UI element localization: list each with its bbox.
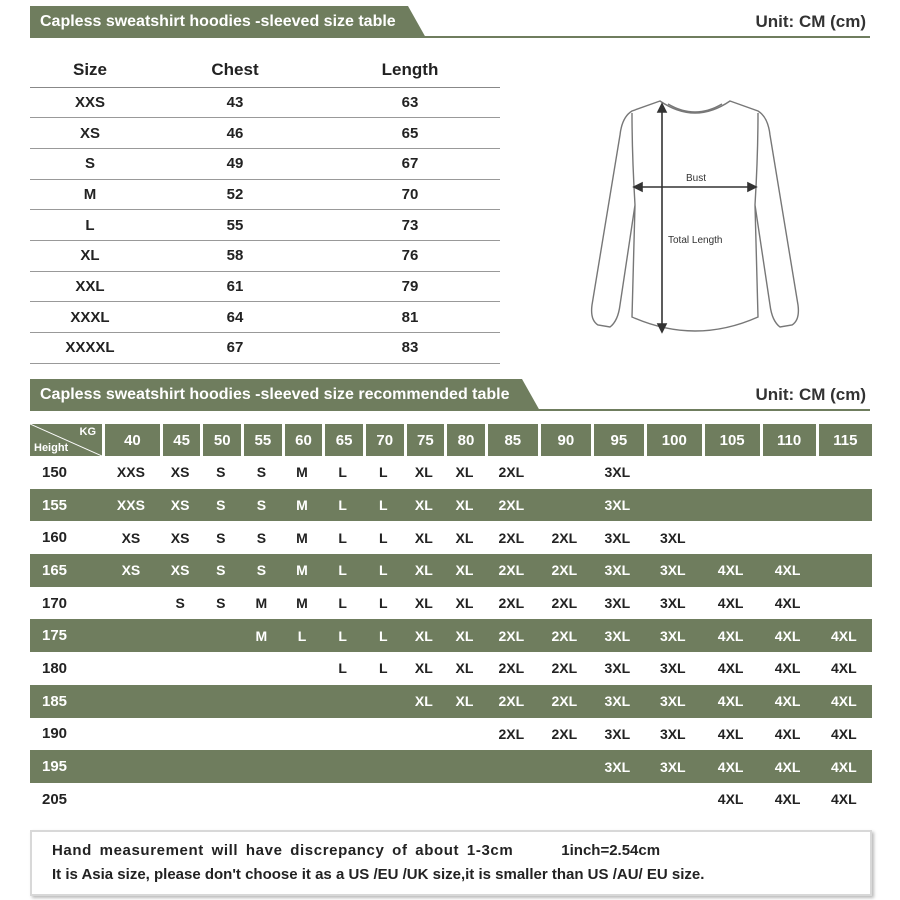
length-cell: 65 [320,118,500,149]
size-row [30,333,500,364]
recommend-table-unit: Unit: CM (cm) [755,385,866,404]
recommend-size-cell [702,521,760,554]
height-cell: 155 [30,489,102,522]
recommend-size-cell: S [200,489,241,522]
recommend-size-cell [363,718,404,751]
height-cell: 165 [30,554,102,587]
recommend-table-title: Capless sweatshirt hoodies -sleeved size recommended table [30,379,522,411]
recommend-size-cell: XL [414,660,433,677]
size-row [30,302,500,333]
recommend-size-cell: L [338,464,347,481]
recommend-size-cell: 3XL [644,750,702,783]
size-cell: XXS [30,87,150,118]
weight-header-cell: 45 [160,424,201,456]
recommend-size-cell: L [282,619,323,652]
recommend-size-cell: 3XL [591,489,644,522]
recommend-size-cell: XS [160,489,201,522]
recommend-size-cell: M [296,464,308,481]
recommend-size-cell: 4XL [774,595,801,612]
chest-cell: 52 [150,179,320,210]
recommend-size-cell [160,652,201,685]
recommend-size-cell [404,718,445,751]
recommend-size-cell: 4XL [816,750,872,783]
length-cell: 67 [320,148,500,179]
recommend-size-cell: XL [414,595,433,612]
recommend-size-cell [160,783,201,816]
height-cell: 180 [42,659,68,677]
recommend-size-cell [322,718,363,751]
recommend-size-cell: XL [404,489,445,522]
recommend-size-cell: 2XL [538,619,591,652]
recommend-size-cell: S [216,529,226,546]
recommend-size-cell: XL [455,595,474,612]
weight-header-cell: 105 [702,424,760,456]
recommend-size-cell [282,685,323,718]
recommend-size-cell: 3XL [659,595,686,612]
recommend-size-cell [404,750,445,783]
sweatshirt-outline [592,101,799,331]
recommend-size-cell [760,456,816,489]
weight-header-cell: 50 [200,424,241,456]
recommend-size-cell [644,456,702,489]
recommend-size-cell: 2XL [551,660,578,677]
size-table-header [30,6,870,38]
recommend-size-cell [282,783,323,816]
recommend-size-cell: 4XL [760,554,816,587]
recommend-size-cell: M [255,595,268,612]
recommend-size-cell: XL [414,464,433,481]
recommend-size-cell [485,750,538,783]
recommend-size-cell: 3XL [659,529,686,546]
chest-cell: 61 [150,271,320,302]
recommend-size-cell [102,587,160,620]
corner-kg-label: KG [79,426,96,438]
recommend-size-cell: 4XL [816,619,872,652]
recommend-size-cell: M [241,619,282,652]
size-cell: XXXXL [30,333,150,364]
recommend-size-cell: L [363,554,404,587]
recommend-size-cell [485,783,538,816]
recommend-size-cell: 4XL [702,685,760,718]
recommend-size-cell: XS [160,554,201,587]
recommend-size-cell: L [322,554,363,587]
recommend-size-cell [404,783,445,816]
recommend-size-cell: M [296,529,308,546]
recommend-size-cell [241,652,282,685]
note-discrepancy: Hand measurement will have discrepancy of about 1-3cm [52,842,514,859]
recommend-size-cell [200,652,241,685]
recommend-size-cell [816,587,872,620]
size-row [30,87,500,118]
recommend-size-cell [444,718,485,751]
recommend-size-cell [241,750,282,783]
recommend-size-cell: L [338,660,347,677]
recommend-size-cell [200,783,241,816]
recommend-size-cell [160,685,201,718]
recommend-size-cell: L [338,595,347,612]
recommend-size-cell: 4XL [702,750,760,783]
recommend-table-header [30,379,870,411]
length-cell: 70 [320,179,500,210]
height-cell: 170 [42,594,68,612]
recommend-size-cell [760,521,816,554]
recommend-size-cell: M [296,595,308,612]
size-table [30,54,500,364]
recommend-size-cell: XL [404,554,445,587]
chest-cell: 46 [150,118,320,149]
recommend-size-cell [363,783,404,816]
weight-header-cell: 80 [444,424,485,456]
recommend-size-cell [200,718,241,751]
recommend-size-cell [241,783,282,816]
note-line-1 [52,842,870,866]
recommend-size-cell: L [378,464,388,481]
length-cell: 63 [320,87,500,118]
recommend-size-cell: 2XL [551,595,578,612]
recommend-size-cell [363,750,404,783]
bust-label: Bust [686,173,707,184]
recommend-size-cell: XL [455,529,474,546]
recommend-size-cell: 2XL [498,725,525,742]
weight-header-cell: 110 [760,424,816,456]
recommend-size-cell [322,750,363,783]
weight-header-cell: 65 [322,424,363,456]
recommend-size-cell: 3XL [604,595,631,612]
height-row [30,521,872,554]
recommend-size-cell: S [216,464,226,481]
recommend-size-cell: 2XL [498,464,525,481]
recommend-size-cell [444,783,485,816]
recommend-size-cell: 3XL [591,750,644,783]
height-row [30,619,872,652]
recommend-size-cell [102,783,160,816]
weight-header-cell: 95 [591,424,644,456]
size-cell: XXL [30,271,150,302]
recommend-size-cell: S [241,554,282,587]
height-cell: 150 [42,463,68,481]
size-cell: XS [30,118,150,149]
recommend-size-cell [282,750,323,783]
recommend-size-cell: S [200,554,241,587]
size-table-head-row [30,54,500,87]
recommend-size-cell [160,750,201,783]
recommend-size-cell: 3XL [604,660,631,677]
recommend-size-cell: 4XL [760,685,816,718]
recommend-size-cell: 2XL [551,529,578,546]
recommend-size-cell [241,718,282,751]
size-cell: M [30,179,150,210]
recommend-size-cell: 2XL [485,489,538,522]
weight-header-cell: 40 [102,424,160,456]
total-length-label: Total Length [668,235,723,246]
recommend-size-cell: 3XL [591,685,644,718]
recommend-size-cell [241,685,282,718]
recommend-size-cell: XL [444,554,485,587]
recommend-size-cell: 4XL [774,725,801,742]
size-cell: L [30,210,150,241]
recommend-size-cell: XS [121,529,141,546]
length-cell: 76 [320,240,500,271]
recommend-size-cell: L [363,489,404,522]
recommend-size-cell [200,750,241,783]
size-row [30,118,500,149]
recommend-size-cell [322,783,363,816]
recommend-size-cell [816,554,872,587]
recommend-size-cell [702,456,760,489]
measurement-arrows [634,104,756,332]
recommend-size-cell [444,750,485,783]
height-cell: 195 [30,750,102,783]
recommend-size-cell: 3XL [604,725,631,742]
recommend-size-cell: 4XL [760,750,816,783]
recommend-size-cell [538,489,591,522]
weight-header-cell: 70 [363,424,404,456]
length-col-header: Length [320,54,500,87]
recommend-size-cell [322,685,363,718]
recommend-size-cell: S [256,529,267,546]
recommend-size-cell: S [216,595,226,612]
height-row [30,652,872,685]
recommend-size-cell: 4XL [774,660,801,677]
recommend-size-cell: 3XL [644,554,702,587]
recommend-size-cell: L [378,595,388,612]
size-row [30,148,500,179]
note-line-2: It is Asia size, please don't choose it as a US /EU /UK size,it is smaller than US /AU/ EU size. [52,866,705,883]
recommend-size-cell [702,489,760,522]
recommend-size-cell [200,685,241,718]
weight-header-cell: 55 [241,424,282,456]
recommend-size-cell [363,685,404,718]
recommend-size-cell [816,521,872,554]
height-row [30,750,872,783]
recommend-size-cell: 4XL [831,791,857,808]
recommend-size-cell [538,750,591,783]
chest-cell: 55 [150,210,320,241]
recommend-size-cell: L [338,529,347,546]
recommend-size-cell: M [282,554,323,587]
recommend-size-cell: 2XL [485,619,538,652]
recommend-size-cell: L [378,529,388,546]
recommend-size-cell [816,489,872,522]
height-row [30,554,872,587]
recommend-size-cell: 4XL [717,791,744,808]
size-table-title: Capless sweatshirt hoodies -sleeved size table [30,6,408,38]
size-table-unit: Unit: CM (cm) [755,12,866,31]
size-cell: XXXL [30,302,150,333]
size-col-header: Size [30,54,150,87]
recommend-size-cell: 4XL [760,619,816,652]
recommend-size-cell: 3XL [604,529,631,546]
corner-cell [30,424,102,456]
recommend-size-cell: L [378,660,388,677]
chest-cell: 43 [150,87,320,118]
chest-cell: 64 [150,302,320,333]
recommend-size-cell: 3XL [604,464,631,481]
recommend-size-cell: 2XL [485,685,538,718]
recommend-size-cell: S [241,489,282,522]
height-row [30,685,872,718]
weight-header-cell: 85 [485,424,538,456]
recommend-size-cell: XL [404,685,445,718]
recommend-size-cell: L [322,489,363,522]
recommend-table [30,424,872,816]
chest-cell: 67 [150,333,320,364]
recommend-size-cell: 2XL [498,595,525,612]
recommend-size-cell: 4XL [816,685,872,718]
height-cell: 185 [30,685,102,718]
recommend-size-cell: XL [444,685,485,718]
height-row [30,489,872,522]
note-box [30,830,872,896]
recommend-size-cell: 4XL [717,660,744,677]
recommend-size-cell [200,619,241,652]
size-row [30,210,500,241]
recommend-size-cell: 2XL [538,685,591,718]
corner-height-label: Height [34,442,69,454]
length-cell: 79 [320,271,500,302]
recommend-size-cell [160,718,201,751]
recommend-size-cell: 3XL [591,619,644,652]
recommend-size-cell: XL [444,619,485,652]
recommend-size-cell [160,619,201,652]
recommend-size-cell: 2XL [485,554,538,587]
recommend-size-cell: L [363,619,404,652]
recommend-size-cell: 4XL [702,619,760,652]
recommend-size-cell [538,783,591,816]
recommend-size-cell [591,783,644,816]
recommend-size-cell [102,718,160,751]
height-row [30,718,872,751]
height-cell: 175 [30,619,102,652]
size-row [30,179,500,210]
recommend-size-cell: 2XL [498,529,525,546]
recommend-size-cell: 4XL [774,791,801,808]
chest-col-header: Chest [150,54,320,87]
height-row [30,783,872,816]
recommend-size-cell: XL [455,464,474,481]
weight-header-row [30,424,872,456]
recommend-size-cell: XL [444,489,485,522]
note-inch-conversion: 1inch=2.54cm [561,842,661,859]
recommend-size-cell [644,489,702,522]
recommend-size-cell: 3XL [644,619,702,652]
recommend-size-cell: 4XL [717,595,744,612]
size-cell: S [30,148,150,179]
chest-cell: 49 [150,148,320,179]
recommend-size-cell [102,619,160,652]
recommend-size-cell: XL [455,660,474,677]
height-row [30,456,872,489]
height-cell: 160 [42,529,68,547]
recommend-size-cell: 4XL [717,725,744,742]
height-cell: 205 [42,790,68,808]
recommend-size-cell: 3XL [591,554,644,587]
recommend-size-cell [644,783,702,816]
recommend-size-cell: M [282,489,323,522]
recommend-size-cell: XXS [102,489,160,522]
recommend-size-cell: XL [404,619,445,652]
recommend-size-cell: XS [102,554,160,587]
sweatshirt-diagram [580,95,810,340]
recommend-size-cell: XL [414,529,433,546]
weight-header-cell: 60 [282,424,323,456]
recommend-size-cell: 2XL [538,554,591,587]
recommend-size-cell: 4XL [831,660,857,677]
recommend-size-cell [282,718,323,751]
weight-header-cell: 90 [538,424,591,456]
weight-header-cell: 100 [644,424,702,456]
length-cell: 73 [320,210,500,241]
recommend-size-cell: 2XL [498,660,525,677]
recommend-size-cell [102,750,160,783]
recommend-size-cell: 4XL [702,554,760,587]
size-cell: XL [30,240,150,271]
recommend-size-cell: S [175,595,185,612]
recommend-size-cell [102,685,160,718]
recommend-size-cell: XXS [116,464,145,481]
recommend-size-cell: S [256,464,267,481]
recommend-size-cell: 2XL [551,725,578,742]
recommend-size-cell: 3XL [659,660,686,677]
recommend-size-cell: XS [170,529,190,546]
recommend-size-cell [102,652,160,685]
weight-header-cell: 75 [404,424,445,456]
recommend-size-cell: XS [170,464,190,481]
weight-header-cell: 115 [816,424,872,456]
recommend-size-cell: 3XL [644,685,702,718]
height-cell: 190 [42,725,68,743]
height-row [30,587,872,620]
size-row [30,240,500,271]
recommend-size-cell: L [322,619,363,652]
length-cell: 83 [320,333,500,364]
chest-cell: 58 [150,240,320,271]
recommend-size-cell [282,652,323,685]
recommend-size-cell [538,456,591,489]
length-cell: 81 [320,302,500,333]
recommend-size-cell: 4XL [831,725,857,742]
recommend-size-cell: 3XL [659,725,686,742]
recommend-size-cell [816,456,872,489]
size-row [30,271,500,302]
recommend-size-cell [760,489,816,522]
